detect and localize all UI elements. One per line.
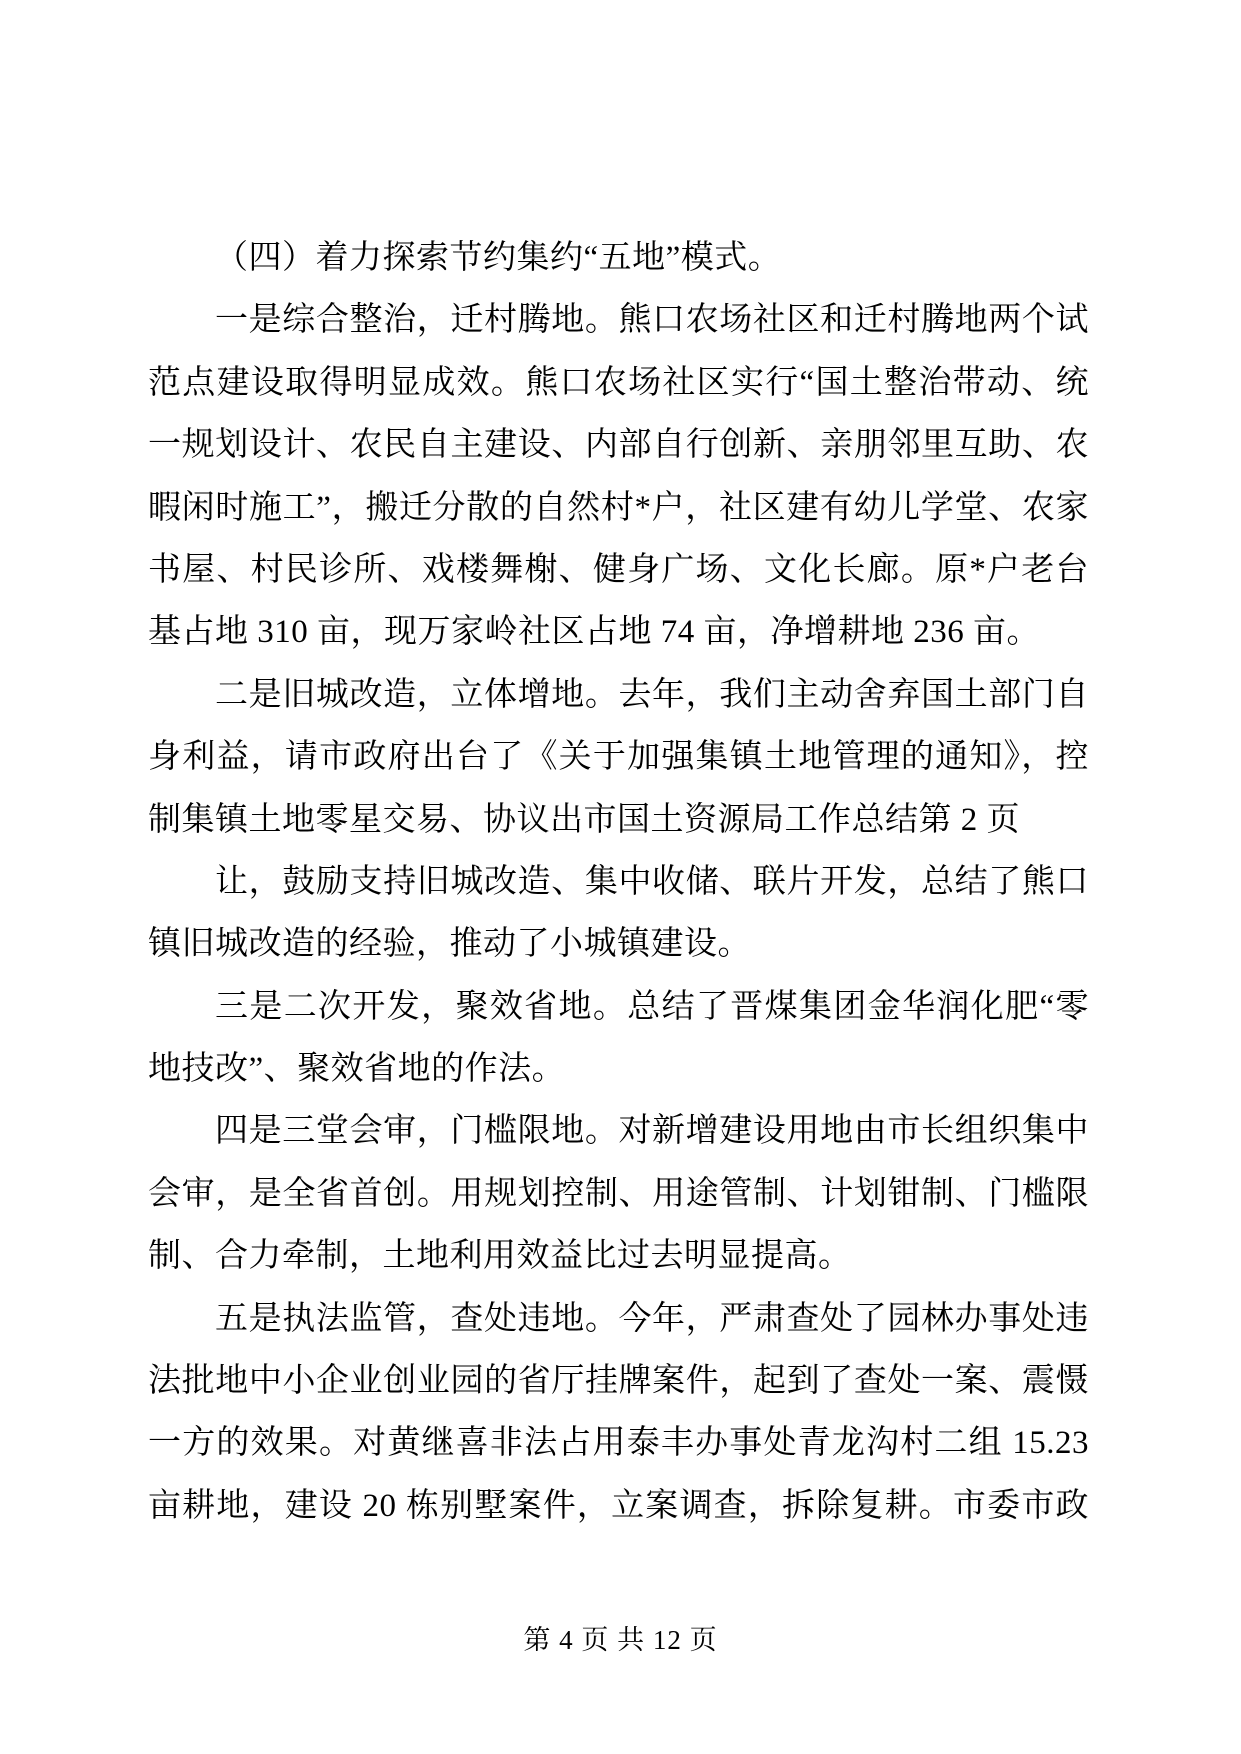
document-body: [148, 227, 1089, 1537]
text-line: 法批地中小企业创业园的省厅挂牌案件，起到了查处一案、震慑: [148, 1363, 1089, 1400]
text-line: 制、合力牵制，土地利用效益比过去明显提高。: [148, 1238, 852, 1275]
text-line: （四）着力探索节约集约“五地”模式。: [215, 240, 782, 276]
text-line: 镇旧城改造的经验，推动了小城镇建设。: [148, 926, 751, 963]
text-line: 基占地 310 亩，现万家岭社区占地 74 亩，净增耕地 236 亩。: [148, 614, 1040, 651]
text-line: 一是综合整治，迁村腾地。熊口农场社区和迁村腾地两个试: [215, 302, 1089, 339]
text-line: 范点建设取得明显成效。熊口农场社区实行“国土整治带动、统: [148, 364, 1089, 401]
text-line: 制集镇土地零星交易、协议出市国土资源局工作总结第 2 页: [148, 801, 1020, 838]
text-line: 一方的效果。对黄继喜非法占用泰丰办事处青龙沟村二组 15.23: [148, 1425, 1089, 1462]
text-line: 五是执法监管，查处违地。今年，严肃查处了园林办事处违: [215, 1300, 1089, 1337]
page-footer: 第 4 页 共 12 页: [523, 1625, 718, 1655]
text-line: 书屋、村民诊所、戏楼舞榭、健身广场、文化长廊。原*户老台: [148, 551, 1089, 588]
text-line: 身利益，请市政府出台了《关于加强集镇土地管理的通知》，控: [148, 739, 1089, 776]
text-line: 二是旧城改造，立体增地。去年，我们主动舍弃国土部门自: [215, 676, 1089, 713]
text-line: 暇闲时施工”，搬迁分散的自然村*户，社区建有幼儿学堂、农家: [148, 489, 1089, 526]
text-line: 让，鼓励支持旧城改造、集中收储、联片开发，总结了熊口: [215, 863, 1089, 900]
text-line: 地技改”、聚效省地的作法。: [148, 1051, 566, 1088]
text-line: 会审，是全省首创。用规划控制、用途管制、计划钳制、门槛限: [148, 1175, 1089, 1212]
text-line: 四是三堂会审，门槛限地。对新增建设用地由市长组织集中: [215, 1113, 1089, 1150]
text-line: 亩耕地，建设 20 栋别墅案件，立案调查，拆除复耕。市委市政: [148, 1487, 1089, 1524]
text-line: 三是二次开发，聚效省地。总结了晋煤集团金华润化肥“零: [215, 988, 1089, 1025]
text-line: 一规划设计、农民自主建设、内部自行创新、亲朋邻里互助、农: [148, 427, 1089, 464]
